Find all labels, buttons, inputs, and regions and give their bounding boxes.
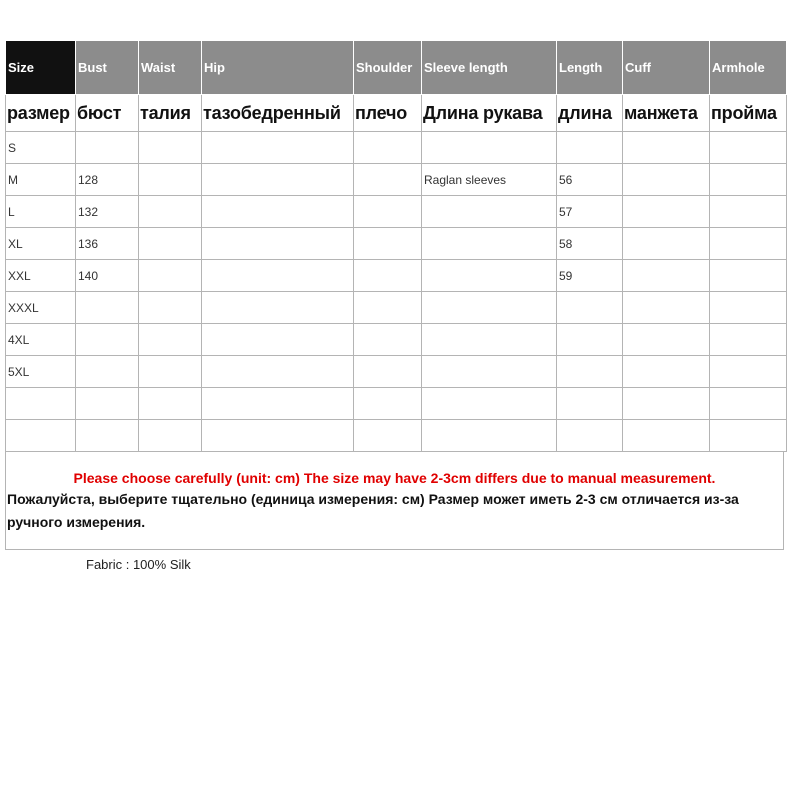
- table-cell: [557, 356, 623, 388]
- table-cell: [76, 292, 139, 324]
- table-cell: [710, 132, 787, 164]
- header-ru-cell: талия: [139, 95, 202, 132]
- table-cell: [139, 388, 202, 420]
- table-cell: [710, 196, 787, 228]
- header-cell: Size: [6, 41, 76, 95]
- table-cell: [139, 260, 202, 292]
- table-cell: [202, 388, 354, 420]
- header-row: [6, 41, 787, 95]
- table-cell: [202, 420, 354, 452]
- table-row: [6, 388, 787, 420]
- table-cell: M: [6, 164, 76, 196]
- table-cell: 128: [76, 164, 139, 196]
- table-cell: 136: [76, 228, 139, 260]
- table-cell: [422, 196, 557, 228]
- header-ru-cell: Длина рукава: [422, 95, 557, 132]
- table-cell: [710, 228, 787, 260]
- table-cell: [139, 164, 202, 196]
- table-cell: [623, 164, 710, 196]
- size-table: [5, 40, 787, 452]
- header-ru-cell: размер: [6, 95, 76, 132]
- table-cell: 59: [557, 260, 623, 292]
- table-cell: [202, 324, 354, 356]
- table-cell: [202, 260, 354, 292]
- table-cell: 58: [557, 228, 623, 260]
- table-cell: [354, 164, 422, 196]
- table-cell: [354, 388, 422, 420]
- table-cell: [623, 196, 710, 228]
- table-cell: [202, 132, 354, 164]
- header-cell: Armhole: [710, 41, 787, 95]
- measurement-note: [5, 452, 784, 550]
- table-cell: XXL: [6, 260, 76, 292]
- header-cell: Shoulder: [354, 41, 422, 95]
- header-cell: Length: [557, 41, 623, 95]
- table-cell: Raglan sleeves: [422, 164, 557, 196]
- table-cell: 5XL: [6, 356, 76, 388]
- table-cell: [623, 228, 710, 260]
- table-row: [6, 196, 787, 228]
- table-cell: S: [6, 132, 76, 164]
- table-cell: [76, 132, 139, 164]
- table-cell: [139, 132, 202, 164]
- table-row: [6, 324, 787, 356]
- note-warning-en: Please choose carefully (unit: cm) The size may have 2-3cm differs due to manual measurement.: [73, 470, 716, 486]
- table-cell: [710, 420, 787, 452]
- note-warning-ru: Пожалуйста, выберите тщательно (единица измерения: см) Размер может иметь 2-3 см отличается из-за ручного измерения.: [7, 491, 739, 530]
- header-cell: Waist: [139, 41, 202, 95]
- header-row-ru: [6, 95, 787, 132]
- header-ru-cell: манжета: [623, 95, 710, 132]
- table-cell: [139, 196, 202, 228]
- table-cell: [422, 356, 557, 388]
- header-ru-cell: длина: [557, 95, 623, 132]
- table-row: [6, 164, 787, 196]
- table-row: [6, 132, 787, 164]
- table-cell: XL: [6, 228, 76, 260]
- table-row: [6, 292, 787, 324]
- table-cell: [354, 228, 422, 260]
- table-cell: [710, 260, 787, 292]
- table-row: [6, 356, 787, 388]
- table-cell: [623, 132, 710, 164]
- table-cell: [354, 356, 422, 388]
- header-cell: Bust: [76, 41, 139, 95]
- table-cell: [623, 356, 710, 388]
- table-cell: 4XL: [6, 324, 76, 356]
- table-cell: [623, 324, 710, 356]
- header-cell: Hip: [202, 41, 354, 95]
- table-cell: [139, 292, 202, 324]
- table-cell: [710, 164, 787, 196]
- table-cell: [422, 132, 557, 164]
- table-cell: [354, 420, 422, 452]
- table-cell: [202, 164, 354, 196]
- table-cell: [710, 388, 787, 420]
- header-cell: Sleeve length: [422, 41, 557, 95]
- table-cell: [623, 260, 710, 292]
- table-cell: XXXL: [6, 292, 76, 324]
- table-cell: [354, 196, 422, 228]
- table-cell: 57: [557, 196, 623, 228]
- table-cell: [139, 324, 202, 356]
- table-cell: [354, 132, 422, 164]
- table-cell: [139, 420, 202, 452]
- table-cell: L: [6, 196, 76, 228]
- header-ru-cell: бюст: [76, 95, 139, 132]
- table-cell: [422, 260, 557, 292]
- header-cell: Cuff: [623, 41, 710, 95]
- table-cell: [557, 324, 623, 356]
- table-cell: [202, 356, 354, 388]
- table-cell: [139, 228, 202, 260]
- table-cell: [422, 228, 557, 260]
- size-chart: [5, 40, 786, 550]
- table-cell: [623, 420, 710, 452]
- table-cell: 140: [76, 260, 139, 292]
- table-cell: [557, 292, 623, 324]
- table-cell: [710, 324, 787, 356]
- table-cell: [202, 292, 354, 324]
- table-cell: [354, 324, 422, 356]
- table-cell: 56: [557, 164, 623, 196]
- table-cell: [710, 356, 787, 388]
- header-ru-cell: пройма: [710, 95, 787, 132]
- table-cell: [557, 132, 623, 164]
- table-row: [6, 260, 787, 292]
- table-cell: [557, 388, 623, 420]
- table-cell: [422, 420, 557, 452]
- table-cell: [422, 324, 557, 356]
- header-ru-cell: плечо: [354, 95, 422, 132]
- table-cell: [623, 292, 710, 324]
- table-cell: [710, 292, 787, 324]
- table-cell: [139, 356, 202, 388]
- header-ru-cell: тазобедренный: [202, 95, 354, 132]
- table-row: [6, 228, 787, 260]
- table-cell: [557, 420, 623, 452]
- table-cell: 132: [76, 196, 139, 228]
- table-cell: [76, 324, 139, 356]
- table-cell: [354, 260, 422, 292]
- table-cell: [76, 420, 139, 452]
- table-cell: [76, 388, 139, 420]
- table-cell: [422, 388, 557, 420]
- table-cell: [202, 228, 354, 260]
- table-cell: [6, 420, 76, 452]
- table-cell: [202, 196, 354, 228]
- fabric-label: Fabric : 100% Silk: [86, 557, 191, 572]
- table-cell: [76, 356, 139, 388]
- table-row: [6, 420, 787, 452]
- table-cell: [354, 292, 422, 324]
- table-cell: [422, 292, 557, 324]
- table-cell: [6, 388, 76, 420]
- table-cell: [623, 388, 710, 420]
